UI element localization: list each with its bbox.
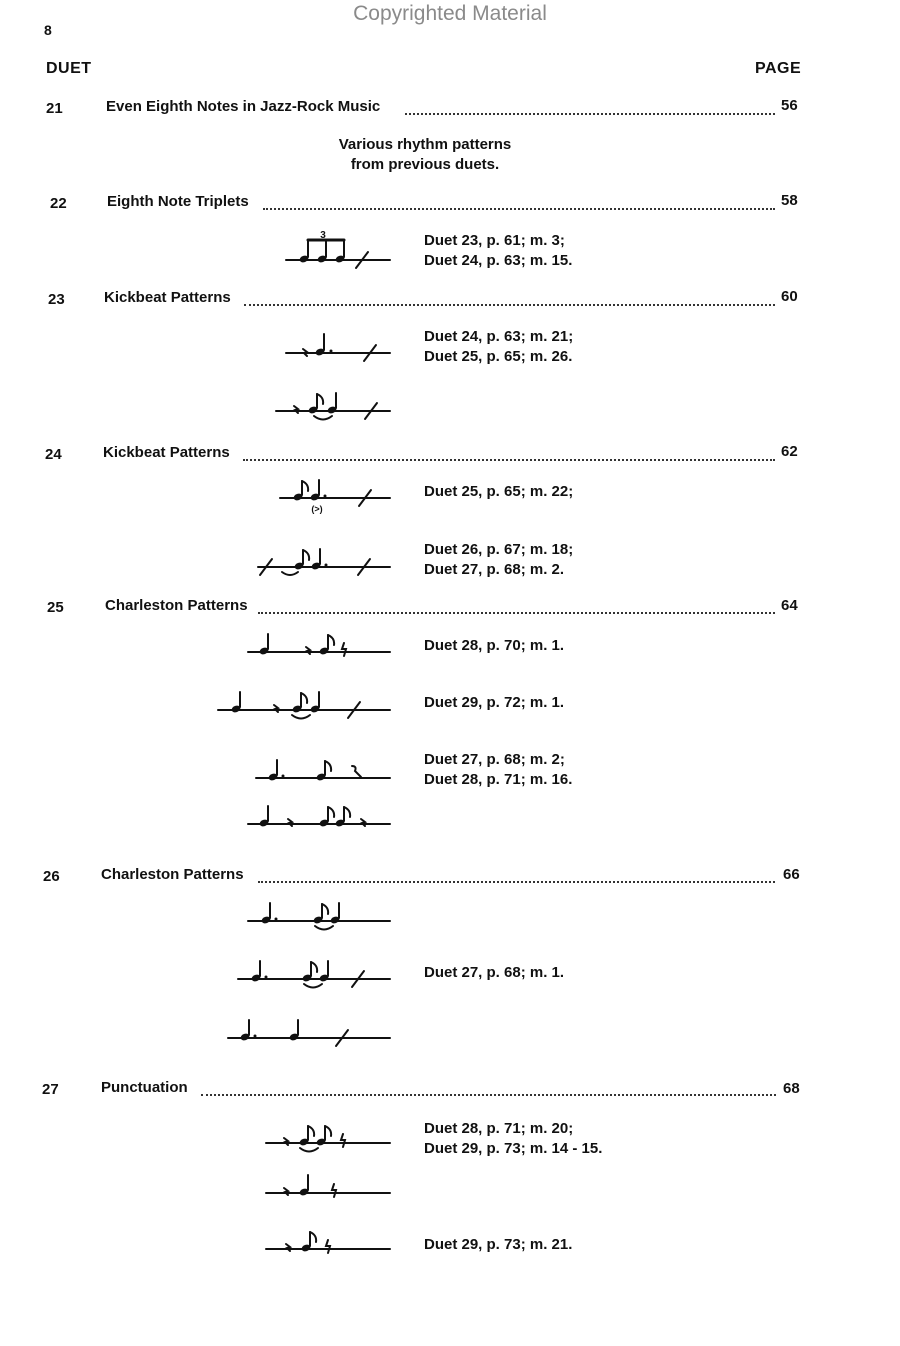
reference-line: Duet 27, p. 68; m. 2; <box>424 751 565 768</box>
rhythm-figure <box>258 549 390 575</box>
reference-line: Duet 27, p. 68; m. 1. <box>424 964 565 981</box>
duet-column-header: DUET <box>46 60 92 77</box>
accent-mark: (>) <box>311 504 323 514</box>
rhythm-figure <box>218 692 390 719</box>
entry-page: 60 <box>781 288 798 305</box>
entry-title: Even Eighth Notes in Jazz-Rock Music <box>106 98 381 115</box>
reference-line: Duet 29, p. 73; m. 21. <box>424 1236 573 1253</box>
rhythm-figure <box>286 230 390 268</box>
intro-note-line: Various rhythm patterns <box>338 136 512 153</box>
rhythm-figure <box>280 480 390 514</box>
entry-page: 68 <box>783 1080 800 1097</box>
reference-line: Duet 26, p. 67; m. 18; <box>424 541 574 558</box>
entry-title: Punctuation <box>101 1079 188 1096</box>
rhythm-figure <box>248 903 390 930</box>
entry-title: Charleston Patterns <box>105 597 248 614</box>
entry-page: 58 <box>781 192 798 209</box>
reference-line: Duet 28, p. 70; m. 1. <box>424 637 565 654</box>
entry-title: Kickbeat Patterns <box>104 289 231 306</box>
duet-number: 24 <box>45 446 62 463</box>
rhythm-figure <box>286 334 390 361</box>
rhythm-figure <box>266 1126 390 1152</box>
reference-line: Duet 23, p. 61; m. 3; <box>424 232 565 249</box>
rhythm-figure <box>228 1020 390 1046</box>
rhythm-figure <box>266 1232 390 1253</box>
rhythm-figure <box>248 634 390 656</box>
reference-line: Duet 29, p. 73; m. 14 - 15. <box>424 1140 603 1157</box>
reference-line: Duet 24, p. 63; m. 21; <box>424 328 574 345</box>
entry-title: Charleston Patterns <box>101 866 244 883</box>
reference-line: Duet 29, p. 72; m. 1. <box>424 694 565 711</box>
rhythm-figure <box>266 1175 390 1197</box>
entry-page: 56 <box>781 97 798 114</box>
rhythm-figure <box>238 961 390 988</box>
duet-number: 23 <box>48 291 65 308</box>
reference-line: Duet 28, p. 71; m. 16. <box>424 771 573 788</box>
duet-number: 26 <box>43 868 60 885</box>
intro-note-line: from previous duets. <box>350 156 500 173</box>
page-number: 8 <box>44 22 52 38</box>
entry-title: Eighth Note Triplets <box>107 193 249 210</box>
duet-number: 21 <box>46 100 63 117</box>
duet-number: 22 <box>50 195 67 212</box>
copyright-watermark: Copyrighted Material <box>353 2 547 25</box>
entry-title: Kickbeat Patterns <box>103 444 230 461</box>
reference-line: Duet 28, p. 71; m. 20; <box>424 1120 574 1137</box>
entry-page: 62 <box>781 443 798 460</box>
duet-number: 25 <box>47 599 64 616</box>
page-column-header: PAGE <box>755 60 802 77</box>
rhythm-figure <box>276 393 390 420</box>
reference-line: Duet 25, p. 65; m. 22; <box>424 483 574 500</box>
entry-page: 66 <box>783 866 800 883</box>
entry-page: 64 <box>781 597 798 614</box>
triplet-number: 3 <box>320 230 326 241</box>
reference-line: Duet 27, p. 68; m. 2. <box>424 561 565 578</box>
rhythm-figure <box>248 806 390 828</box>
rhythm-figure <box>256 760 390 782</box>
reference-line: Duet 24, p. 63; m. 15. <box>424 252 573 269</box>
duet-number: 27 <box>42 1081 59 1098</box>
reference-line: Duet 25, p. 65; m. 26. <box>424 348 573 365</box>
